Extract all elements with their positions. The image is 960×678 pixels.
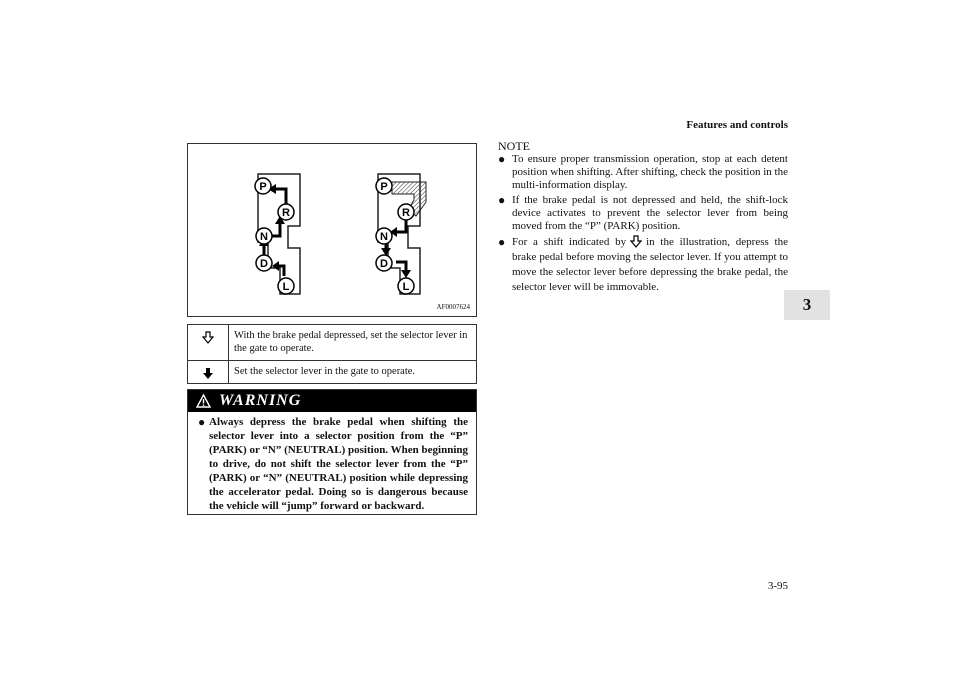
page-number: 3-95 [767, 580, 788, 592]
shift-gate-illustration [187, 143, 477, 317]
right-position-d [376, 255, 392, 271]
left-label-r: R [282, 207, 290, 219]
left-position-l [278, 278, 294, 294]
outline-down-arrow-icon [630, 235, 642, 248]
bullet: ● [198, 415, 206, 429]
warning-triangle-icon [196, 394, 211, 408]
note-text-after: in the illustration, depress the brake pedal before moving the selector lever. If you attempt to move the selector lever before depressing the brake pedal, the selector lever will be immovable. [512, 236, 788, 293]
right-label-r: R [402, 207, 410, 219]
note-section [498, 140, 788, 297]
warning-header [188, 390, 476, 412]
bullet: ● [498, 193, 506, 207]
warning-text: Always depress the brake pedal when shifting the selector lever into a selector position from the “P” (PARK) or “N” (NEUTRAL) position. When beginning to drive, do not shift the selector lever from the “P” (PARK) or “N” (NEUTRAL) position while depressing the accelerator pedal. Doing so is dangerous because the vehicle will “jump” forward or backward. [209, 416, 468, 512]
left-position-r [278, 204, 294, 220]
outline-down-arrow-icon [202, 331, 214, 344]
right-label-n: N [380, 231, 388, 243]
note-heading: NOTE [498, 139, 530, 153]
illustration-code: AF0007624 [436, 303, 470, 311]
note-text-before: For a shift indicated by [512, 236, 627, 248]
warning-item [188, 412, 476, 513]
left-label-d: D [260, 258, 268, 270]
right-label-l: L [402, 281, 410, 293]
right-position-r [398, 204, 414, 220]
right-position-n [376, 228, 392, 244]
right-label-p: P [380, 181, 388, 193]
left-label-l: L [282, 281, 290, 293]
legend-row [188, 360, 476, 383]
solid-down-arrow-icon [202, 367, 214, 380]
note-text: To ensure proper transmission operation, stop at each detent position when shifting. After shifting, check the position in the multi-information display. [512, 153, 788, 191]
legend-table [187, 324, 477, 384]
section-header: Features and controls [686, 119, 788, 131]
shift-gate-diagram [188, 144, 478, 318]
left-position-d [256, 255, 272, 271]
right-position-p [376, 178, 392, 194]
note-item [498, 153, 788, 192]
warning-title: WARNING [219, 392, 302, 409]
note-text: If the brake pedal is not depressed and held, the shift-lock device activates to prevent the selector lever from being moved from the “P” (PARK) position. [512, 194, 788, 232]
left-label-n: N [260, 231, 268, 243]
left-position-n [256, 228, 272, 244]
legend-row [188, 325, 476, 360]
legend-text: With the brake pedal depressed, set the selector lever in the gate to operate. [228, 325, 476, 360]
left-label-p: P [259, 181, 267, 193]
note-item [498, 235, 788, 295]
left-position-p [255, 178, 271, 194]
right-label-d: D [380, 258, 388, 270]
legend-text: Set the selector lever in the gate to operate. [228, 361, 476, 383]
warning-box [187, 389, 477, 515]
note-text [512, 235, 788, 295]
bullet: ● [498, 152, 506, 166]
bullet: ● [498, 235, 506, 249]
note-item [498, 194, 788, 233]
right-position-l [398, 278, 414, 294]
chapter-tab: 3 [784, 290, 830, 320]
